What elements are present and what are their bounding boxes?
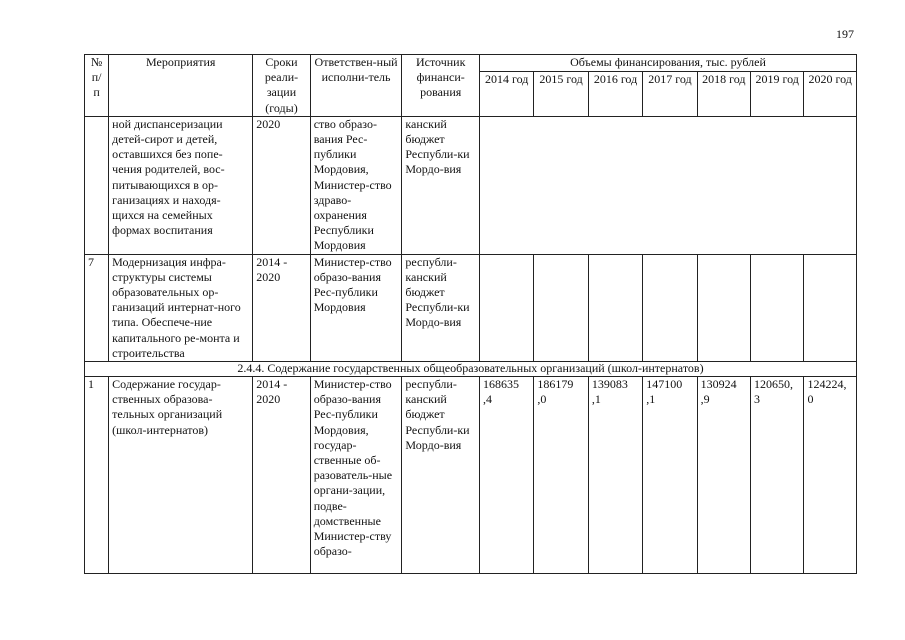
header-measures: Мероприятия bbox=[109, 55, 253, 117]
funding-cell bbox=[534, 254, 588, 361]
funding-cell bbox=[588, 254, 642, 361]
header-source: Источник финанси-рования bbox=[402, 55, 480, 117]
table-row bbox=[85, 254, 857, 361]
responsible-cell: Министер-ство образо-вания Рес-публики Мордовия bbox=[310, 254, 402, 361]
funding-cell: 120650, 3 bbox=[751, 377, 804, 574]
measure-cell: Содержание государ-ственных образова-тельных организаций (школ-интернатов) bbox=[109, 377, 253, 574]
header-volumes: Объемы финансирования, тыс. рублей bbox=[480, 55, 857, 72]
source-cell: республи-канский бюджет Республи-ки Мордо-вия bbox=[402, 377, 480, 574]
header-year: 2017 год bbox=[643, 72, 697, 117]
responsible-cell: ство образо-вания Рес-публики Мордовия, Министер-ство здраво-охранения Республики Мордовия bbox=[310, 116, 402, 254]
term-cell: 2014 - 2020 bbox=[253, 377, 310, 574]
page-number: 197 bbox=[836, 27, 854, 41]
header-year: 2014 год bbox=[480, 72, 534, 117]
responsible-cell: Министер-ство образо-вания Рес-публики Мордовия, государ-ственные об-разователь-ные органи-зации, подве-домственные Министер-ству образо- bbox=[310, 377, 402, 574]
term-cell: 2020 bbox=[253, 116, 310, 254]
header-responsible: Ответствен-ный исполни-тель bbox=[310, 55, 402, 117]
row-number: 7 bbox=[85, 254, 109, 361]
table-row bbox=[85, 116, 857, 254]
funding-empty-cell bbox=[480, 116, 857, 254]
header-year: 2015 год bbox=[534, 72, 588, 117]
measure-cell: ной диспансеризации детей-сирот и детей, оставшихся без попе-чения родителей, вос-питывающихся в ор-ганизациях и находя-щихся на семейных формах воспитания bbox=[109, 116, 253, 254]
funding-cell bbox=[697, 254, 750, 361]
funding-table bbox=[84, 54, 857, 574]
source-cell: республи-канский бюджет Республи-ки Мордо-вия bbox=[402, 254, 480, 361]
header-year: 2020 год bbox=[804, 72, 857, 117]
funding-cell: 139083 ,1 bbox=[588, 377, 642, 574]
funding-cell bbox=[751, 254, 804, 361]
term-cell: 2014 - 2020 bbox=[253, 254, 310, 361]
funding-cell bbox=[643, 254, 697, 361]
measure-cell: Модернизация инфра-структуры системы образовательных ор-ганизаций интернат-ного типа. Обеспече-ние капитального ре-монта и строительства bbox=[109, 254, 253, 361]
funding-cell bbox=[804, 254, 857, 361]
header-year: 2016 год bbox=[588, 72, 642, 117]
row-number bbox=[85, 116, 109, 254]
funding-cell bbox=[480, 254, 534, 361]
header-year: 2019 год bbox=[751, 72, 804, 117]
header-terms: Сроки реали-зации (годы) bbox=[253, 55, 310, 117]
row-number: 1 bbox=[85, 377, 109, 574]
header-no: № п/ п bbox=[85, 55, 109, 117]
funding-cell: 147100 ,1 bbox=[643, 377, 697, 574]
source-cell: канский бюджет Республи-ки Мордо-вия bbox=[402, 116, 480, 254]
funding-cell: 124224, 0 bbox=[804, 377, 857, 574]
section-row bbox=[85, 362, 857, 377]
funding-cell: 168635 ,4 bbox=[480, 377, 534, 574]
section-title: 2.4.4. Содержание государственных общеобразовательных организаций (школ-интернатов) bbox=[85, 362, 857, 377]
funding-cell: 186179 ,0 bbox=[534, 377, 588, 574]
table-row bbox=[85, 377, 857, 574]
funding-cell: 130924 ,9 bbox=[697, 377, 750, 574]
header-year: 2018 год bbox=[697, 72, 750, 117]
